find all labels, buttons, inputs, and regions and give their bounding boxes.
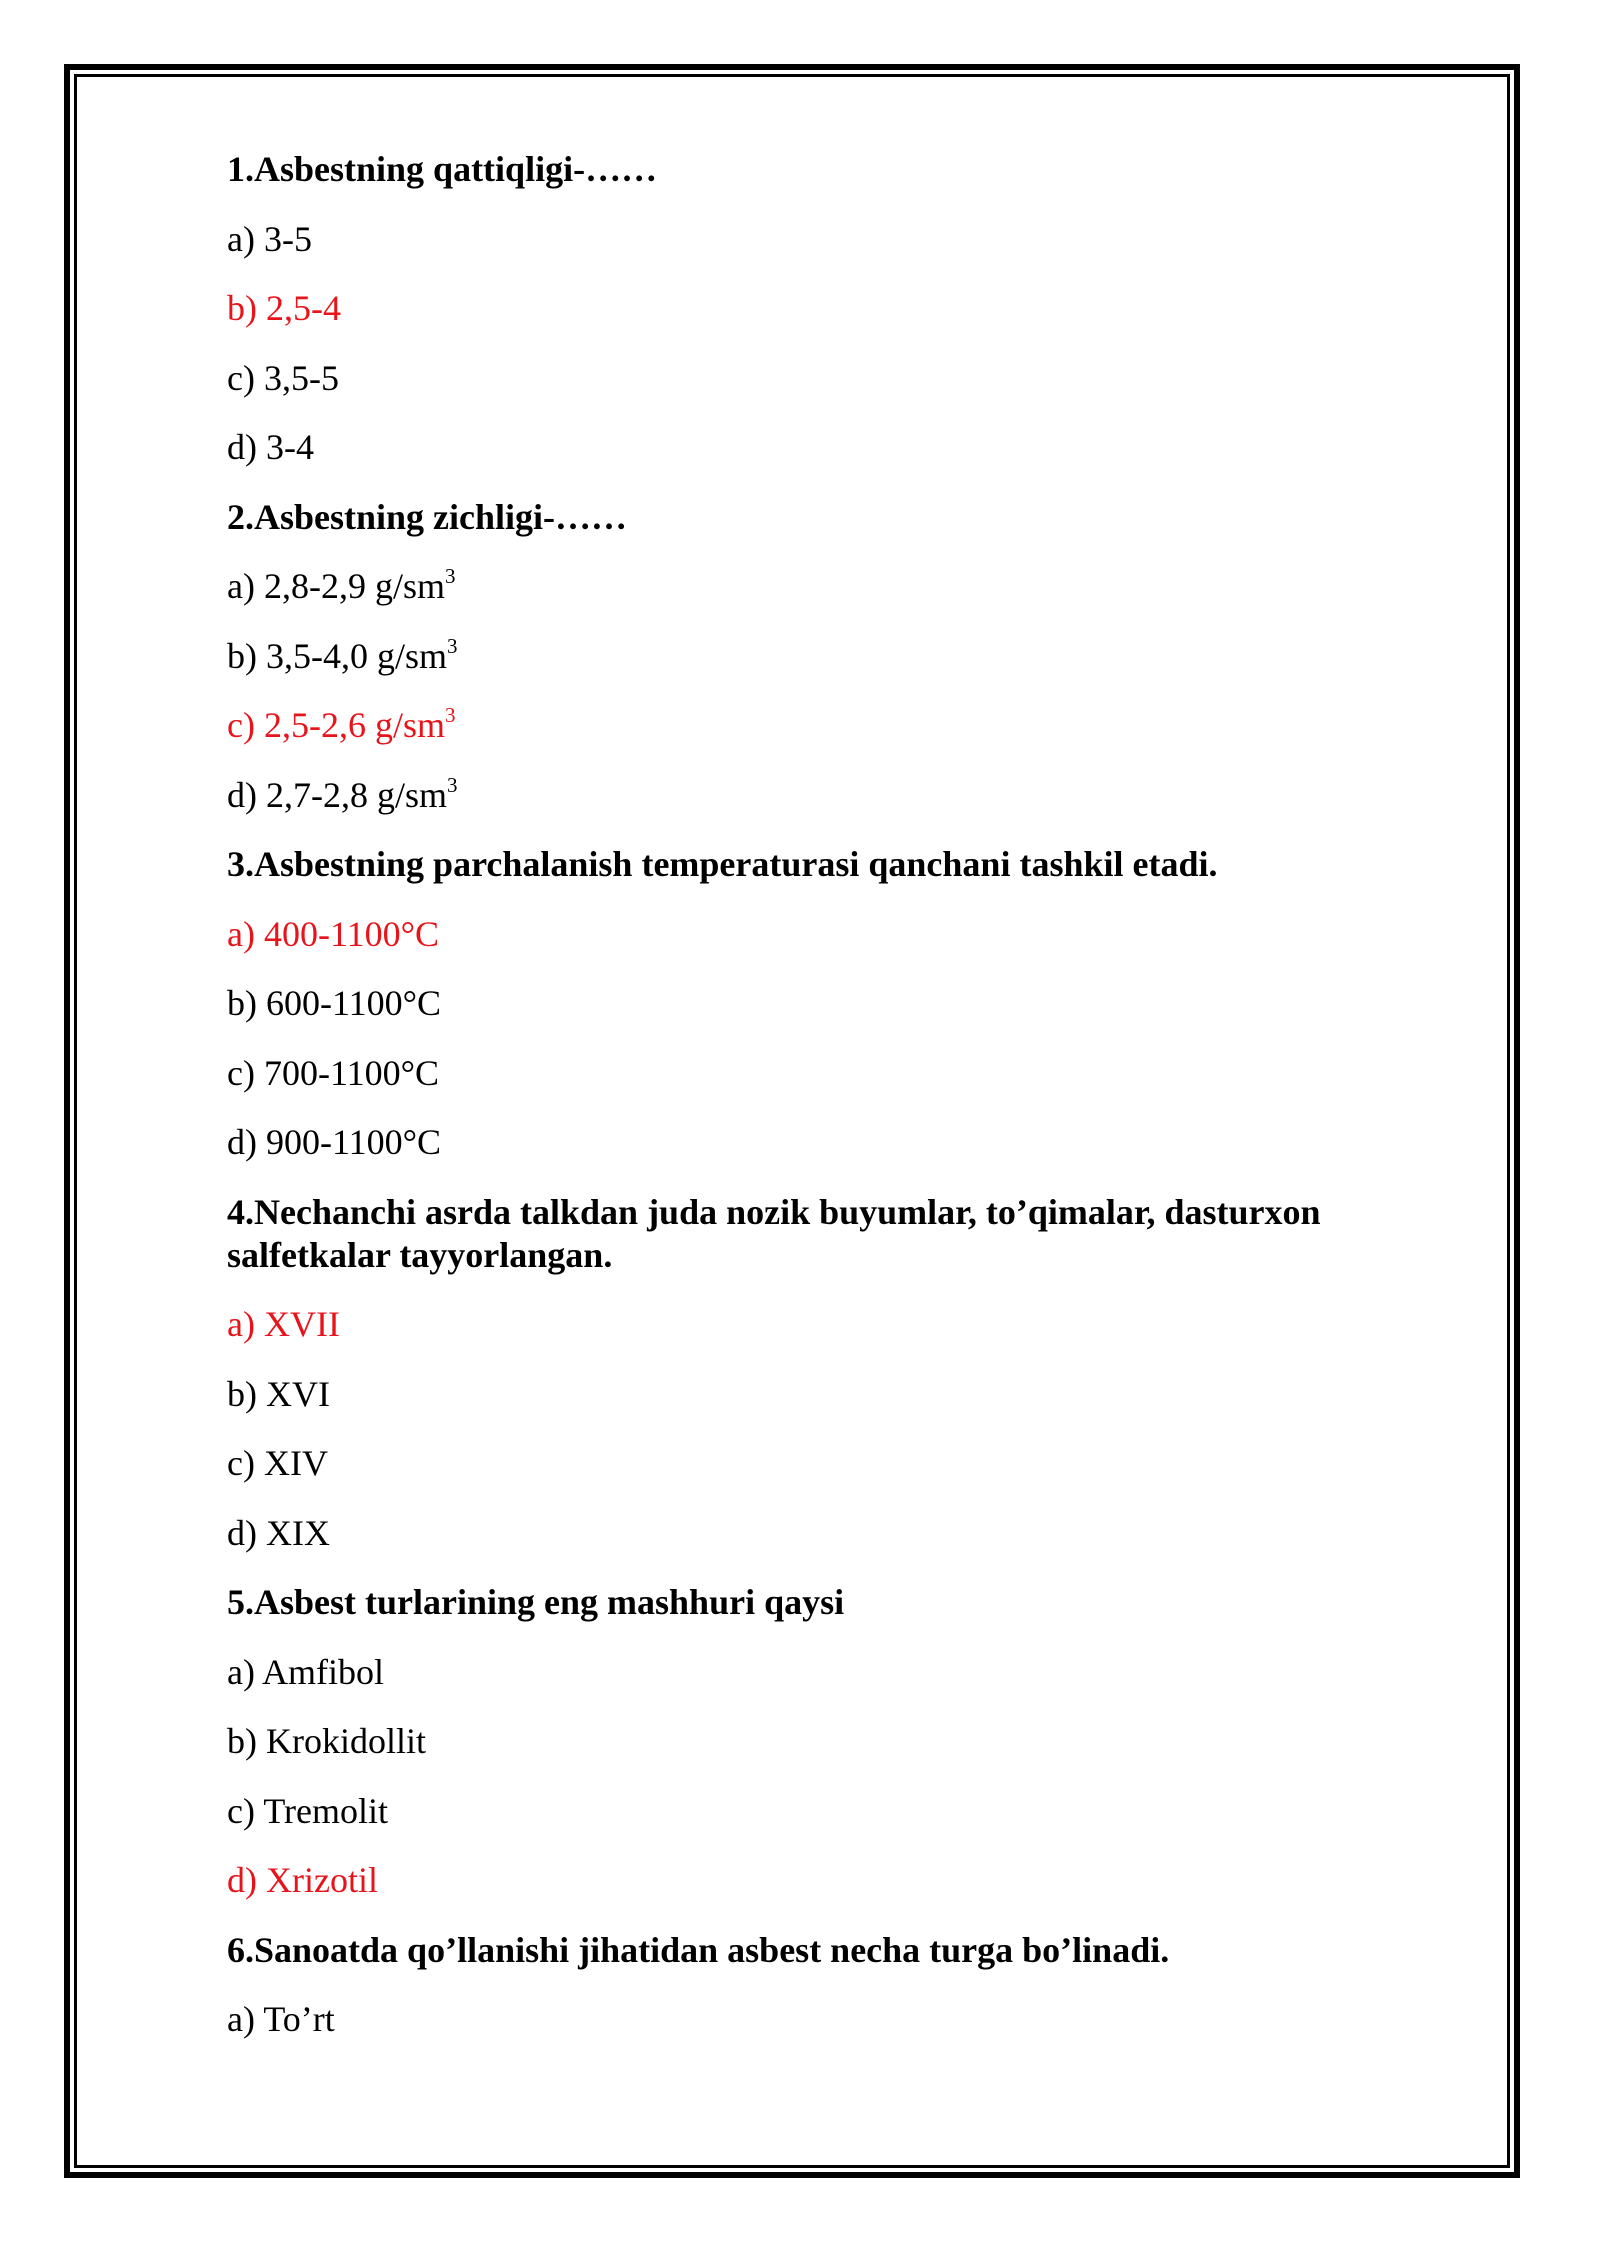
answer-label: a) To’rt [227,1999,335,2039]
answer-option [227,1512,1407,1555]
answer-option [227,1790,1407,1833]
answer-label: c) XIV [227,1443,328,1483]
question-list [227,148,1407,2041]
question-2: 2.Asbestning zichligi-…… [227,496,628,537]
answer-label: b) 600-1100°C [227,983,442,1023]
answer-option [227,1442,1407,1485]
unit-exponent: 3 [444,564,456,588]
answer-option [227,774,1407,817]
answer-option [227,1720,1407,1763]
answer-option [227,565,1407,608]
unit-exponent: 3 [444,703,456,727]
answer-label: d) XIX [227,1512,330,1553]
answer-label: a) 400-1100°C [227,913,440,954]
answer-option-correct [227,1303,1407,1346]
question-1: 1.Asbestning qattiqligi-…… [227,149,658,189]
answer-label: b) 2,5-4 [227,288,341,328]
answer-option [227,1121,1407,1164]
answer-option [227,1052,1407,1095]
answer-label: b) Krokidollit [227,1721,426,1761]
answer-option [227,426,1407,469]
answer-label: a) XVII [227,1304,340,1344]
answer-label: c) 700-1100°C [227,1052,440,1093]
answer-option [227,218,1407,261]
answer-label: c) 2,5-2,6 g/sm [227,705,445,745]
answer-option [227,982,1407,1025]
answer-option [227,357,1407,400]
question-6: 6.Sanoatda qo’llanishi jihatidan asbest necha turga bo’linadi. [227,1929,1170,1970]
answer-option-correct [227,1859,1407,1902]
answer-option [227,1373,1407,1416]
unit-exponent: 3 [447,633,458,658]
answer-label: a) Amfibol [227,1651,384,1692]
answer-label: c) Tremolit [227,1790,389,1831]
answer-label: b) 3,5-4,0 g/sm [227,635,447,676]
answer-label: a) 2,8-2,9 g/sm [227,566,445,606]
answer-option [227,1998,1407,2041]
answer-label: d) 2,7-2,8 g/sm [227,774,447,815]
question-3: 3.Asbestning parchalanish temperaturasi qanchani tashkil etadi. [227,844,1218,884]
answer-label: a) 3-5 [227,218,312,259]
answer-label: d) 3-4 [227,427,314,467]
question-5: 5.Asbest turlarining eng mashhuri qaysi [227,1582,845,1622]
answer-option-correct [227,287,1407,330]
answer-option-correct [227,704,1407,747]
answer-option [227,1651,1407,1694]
answer-label: c) 3,5-5 [227,357,339,398]
answer-label: d) 900-1100°C [227,1122,442,1162]
answer-label: d) Xrizotil [227,1860,378,1900]
quiz-content [227,148,1407,2068]
answer-label: b) XVI [227,1373,330,1414]
answer-option [227,635,1407,678]
answer-option-correct [227,913,1407,956]
question-4: 4.Nechanchi asrda talkdan juda nozik buyumlar, to’qimalar, dasturxon salfetkalar tayyorlangan. [227,1191,1321,1275]
unit-exponent: 3 [447,772,458,797]
